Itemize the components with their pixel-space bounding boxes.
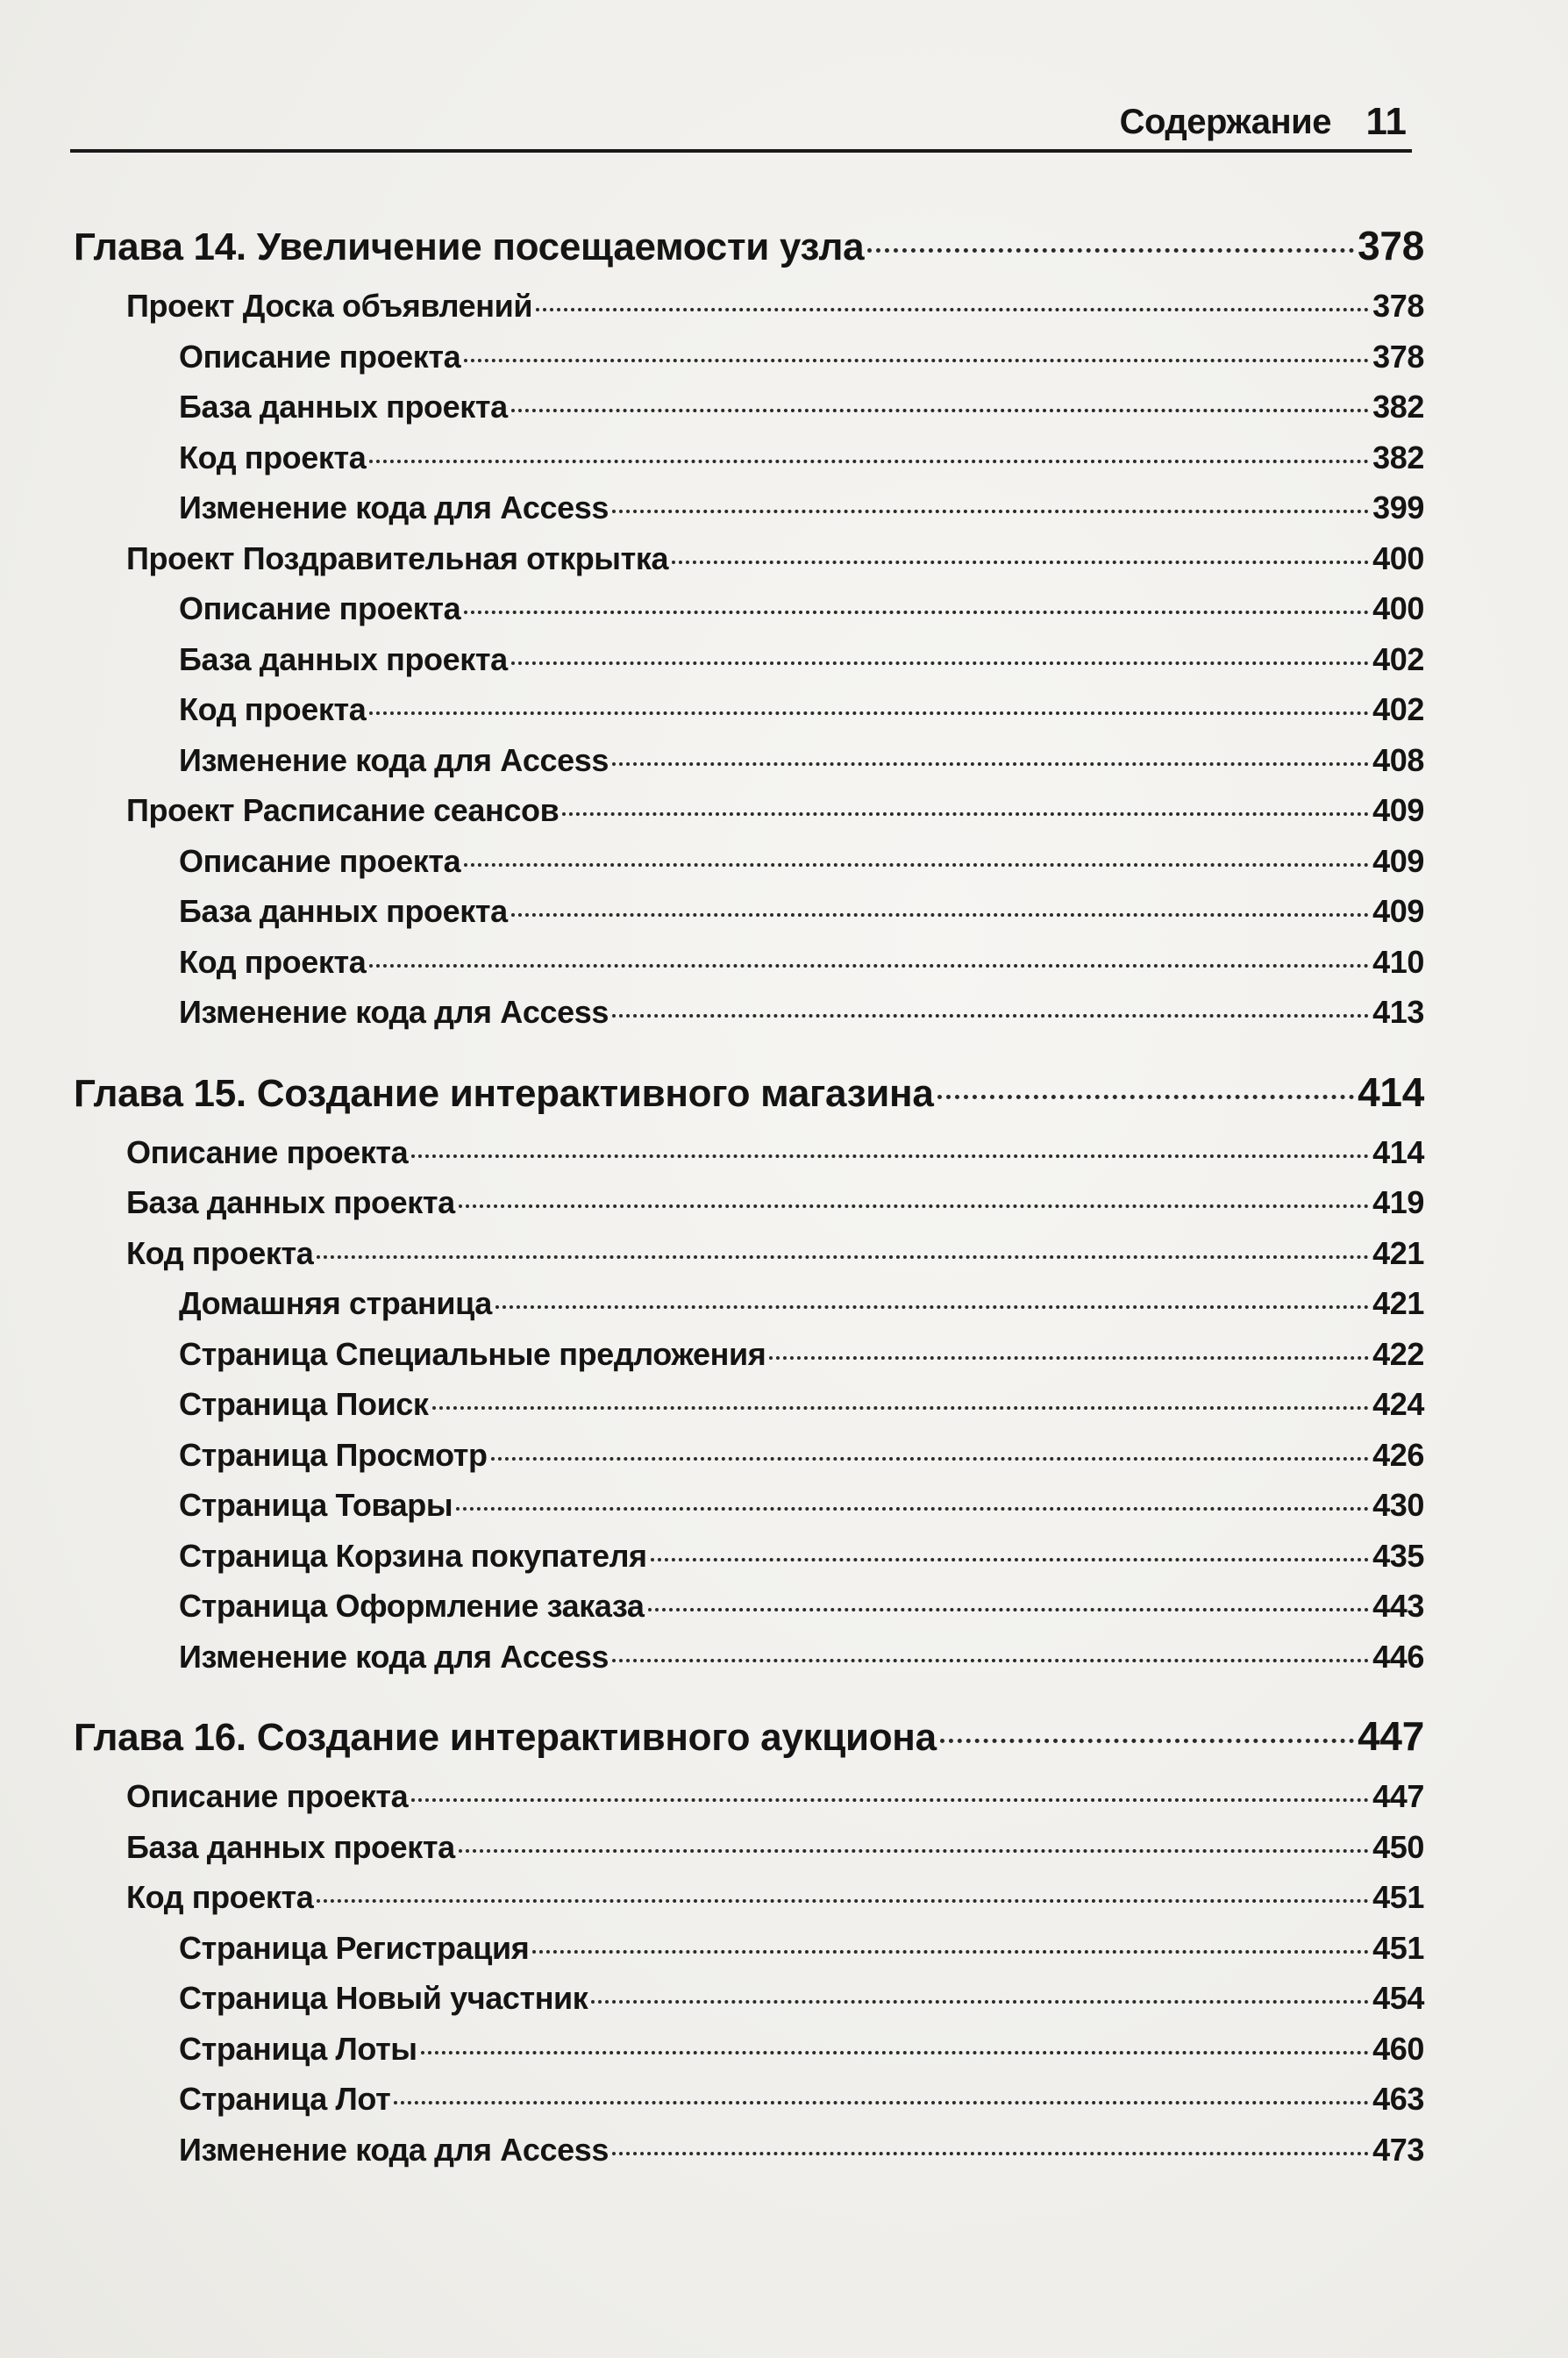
toc-section-title: Проект Доска объявлений: [126, 288, 533, 324]
toc-subsection: [74, 1973, 1424, 2024]
toc-subsection-page: 446: [1372, 1638, 1424, 1675]
toc-subsection-page: 435: [1372, 1537, 1424, 1574]
dot-leader: [562, 812, 1369, 816]
toc-subsection-page: 408: [1372, 741, 1424, 778]
toc-subsection-title: Страница Новый участник: [179, 1980, 588, 2016]
dot-leader: [612, 2152, 1369, 2155]
toc-subsection-page: 413: [1372, 994, 1424, 1030]
chapter-heading: [74, 1057, 1424, 1127]
toc-subsection: [74, 1480, 1424, 1531]
toc-section-page: 414: [1372, 1133, 1424, 1170]
toc-section: [74, 281, 1424, 332]
toc-subsection-page: 410: [1372, 943, 1424, 980]
toc-subsection-title: Код проекта: [179, 439, 367, 475]
toc-subsection: [74, 836, 1424, 887]
toc-subsection-title: Страница Лоты: [179, 2030, 417, 2067]
toc-subsection-title: Страница Поиск: [179, 1386, 429, 1422]
toc-section: [74, 1771, 1424, 1822]
dot-leader: [612, 1659, 1369, 1662]
toc-subsection: [74, 583, 1424, 634]
toc-subsection-page: 402: [1372, 691, 1424, 727]
toc-subsection: [74, 2074, 1424, 2125]
toc-subsection-page: 460: [1372, 2030, 1424, 2067]
dot-leader: [940, 1739, 1354, 1743]
toc-section: [74, 1228, 1424, 1279]
dot-leader: [491, 1457, 1370, 1461]
toc-subsection: [74, 2125, 1424, 2176]
toc-subsection-title: Страница Корзина покупателя: [179, 1537, 647, 1574]
toc-section-page: 419: [1372, 1184, 1424, 1220]
toc-section-title: Код проекта: [126, 1879, 314, 1915]
chapter-heading-page: 378: [1358, 223, 1424, 268]
toc-subsection-title: База данных проекта: [179, 640, 508, 677]
toc-subsection-page: 426: [1372, 1436, 1424, 1473]
toc-subsection-page: 430: [1372, 1487, 1424, 1523]
toc-subsection-page: 463: [1372, 2081, 1424, 2117]
toc-subsection-title: Страница Регистрация: [179, 1929, 530, 1966]
table-of-contents: [74, 211, 1424, 2175]
dot-leader: [672, 561, 1369, 564]
toc-section-title: Проект Расписание сеансов: [126, 792, 559, 828]
dot-leader: [411, 1798, 1369, 1802]
dot-leader: [369, 711, 1369, 715]
toc-subsection-title: База данных проекта: [179, 893, 508, 929]
toc-subsection: [74, 987, 1424, 1038]
dot-leader: [464, 863, 1369, 867]
dot-leader: [456, 1507, 1369, 1511]
toc-subsection-title: Изменение кода для Access: [179, 489, 609, 525]
toc-section-title: База данных проекта: [126, 1828, 455, 1865]
chapter-heading-title: Глава 14. Увеличение посещаемости узла: [74, 225, 865, 268]
toc-subsection-title: Описание проекта: [179, 338, 461, 375]
toc-subsection: [74, 1581, 1424, 1632]
toc-subsection-page: 443: [1372, 1588, 1424, 1624]
toc-subsection: [74, 382, 1424, 432]
toc-subsection: [74, 482, 1424, 533]
dot-leader: [536, 308, 1369, 311]
toc-subsection: [74, 1379, 1424, 1430]
toc-section-page: 450: [1372, 1828, 1424, 1865]
toc-subsection-page: 402: [1372, 640, 1424, 677]
toc-section-page: 447: [1372, 1778, 1424, 1814]
chapter-heading: [74, 1701, 1424, 1771]
toc-subsection-title: Страница Товары: [179, 1487, 453, 1523]
dot-leader: [394, 2101, 1369, 2104]
toc-section-title: Описание проекта: [126, 1778, 409, 1814]
toc-subsection: [74, 1632, 1424, 1683]
toc-subsection-title: Описание проекта: [179, 842, 461, 879]
toc-subsection-page: 399: [1372, 489, 1424, 525]
chapter-heading-page: 414: [1358, 1068, 1424, 1115]
toc-subsection: [74, 1531, 1424, 1582]
dot-leader: [591, 2000, 1369, 2004]
dot-leader: [511, 409, 1369, 412]
dot-leader: [459, 1204, 1369, 1208]
toc-subsection-page: 454: [1372, 1980, 1424, 2016]
toc-subsection-title: Страница Оформление заказа: [179, 1588, 645, 1624]
dot-leader: [648, 1608, 1370, 1611]
toc-subsection-title: Страница Специальные предложения: [179, 1335, 766, 1372]
toc-subsection: [74, 1278, 1424, 1329]
toc-subsection: [74, 1923, 1424, 1974]
dot-leader: [317, 1255, 1369, 1259]
dot-leader: [651, 1558, 1369, 1561]
dot-leader: [495, 1305, 1369, 1309]
toc-subsection: [74, 432, 1424, 483]
toc-subsection: [74, 2024, 1424, 2075]
toc-section: [74, 533, 1424, 584]
dot-leader: [612, 1014, 1369, 1018]
toc-section-page: 400: [1372, 539, 1424, 576]
chapter-block: [74, 1701, 1424, 2175]
dot-leader: [411, 1154, 1369, 1158]
dot-leader: [937, 1095, 1355, 1099]
toc-subsection: [74, 634, 1424, 685]
toc-subsection-page: 422: [1372, 1335, 1424, 1372]
dot-leader: [612, 762, 1369, 766]
toc-subsection-title: Описание проекта: [179, 590, 461, 626]
toc-subsection-title: Изменение кода для Access: [179, 2131, 609, 2168]
toc-subsection-page: 424: [1372, 1386, 1424, 1422]
toc-subsection-page: 382: [1372, 389, 1424, 425]
dot-leader: [464, 359, 1369, 362]
dot-leader: [369, 964, 1369, 968]
toc-subsection: [74, 1430, 1424, 1481]
toc-section: [74, 1822, 1424, 1873]
dot-leader: [421, 2051, 1369, 2054]
toc-section: [74, 1872, 1424, 1923]
chapter-heading-title: Глава 15. Создание интерактивного магазина: [74, 1071, 934, 1115]
running-header-section: Содержание: [1119, 103, 1331, 141]
chapter-heading: [74, 211, 1424, 281]
toc-subsection-page: 382: [1372, 439, 1424, 475]
toc-section-page: 409: [1372, 792, 1424, 828]
chapter-heading-title: Глава 16. Создание интерактивного аукциона: [74, 1716, 937, 1759]
toc-section-title: Проект Поздравительная открытка: [126, 539, 669, 576]
dot-leader: [317, 1899, 1369, 1903]
running-header: [70, 88, 1412, 153]
toc-subsection-page: 409: [1372, 842, 1424, 879]
toc-subsection-title: Страница Просмотр: [179, 1436, 488, 1473]
toc-subsection: [74, 1329, 1424, 1380]
dot-leader: [511, 913, 1369, 917]
toc-section-title: База данных проекта: [126, 1184, 455, 1220]
toc-subsection-title: Код проекта: [179, 943, 367, 980]
toc-section-page: 378: [1372, 288, 1424, 324]
toc-section-title: Описание проекта: [126, 1133, 409, 1170]
dot-leader: [769, 1356, 1369, 1360]
toc-section-page: 451: [1372, 1879, 1424, 1915]
toc-subsection-title: Изменение кода для Access: [179, 741, 609, 778]
toc-section-page: 421: [1372, 1234, 1424, 1271]
toc-subsection: [74, 332, 1424, 382]
toc-subsection-title: Изменение кода для Access: [179, 1638, 609, 1675]
toc-subsection: [74, 684, 1424, 735]
dot-leader: [867, 248, 1354, 253]
page-number: 11: [1365, 100, 1407, 143]
dot-leader: [459, 1849, 1369, 1853]
toc-subsection: [74, 886, 1424, 937]
dot-leader: [612, 510, 1369, 513]
toc-subsection-page: 409: [1372, 893, 1424, 929]
toc-subsection-title: База данных проекта: [179, 389, 508, 425]
toc-subsection-page: 473: [1372, 2131, 1424, 2168]
chapter-block: [74, 1057, 1424, 1683]
dot-leader: [511, 661, 1369, 665]
chapter-heading-page: 447: [1358, 1713, 1424, 1759]
toc-subsection: [74, 735, 1424, 786]
toc-subsection-page: 378: [1372, 338, 1424, 375]
dot-leader: [369, 460, 1369, 463]
toc-subsection-page: 400: [1372, 590, 1424, 626]
toc-subsection: [74, 937, 1424, 988]
toc-section: [74, 785, 1424, 836]
toc-section: [74, 1177, 1424, 1228]
dot-leader: [532, 1950, 1369, 1954]
dot-leader: [464, 611, 1369, 614]
dot-leader: [432, 1406, 1370, 1410]
toc-subsection-title: Код проекта: [179, 691, 367, 727]
toc-subsection-title: Страница Лот: [179, 2081, 391, 2117]
toc-subsection-page: 451: [1372, 1929, 1424, 1966]
toc-subsection-title: Домашняя страница: [179, 1285, 492, 1321]
toc-subsection-page: 421: [1372, 1285, 1424, 1321]
toc-section: [74, 1127, 1424, 1178]
toc-section-title: Код проекта: [126, 1234, 314, 1271]
chapter-block: [74, 211, 1424, 1038]
toc-subsection-title: Изменение кода для Access: [179, 994, 609, 1030]
